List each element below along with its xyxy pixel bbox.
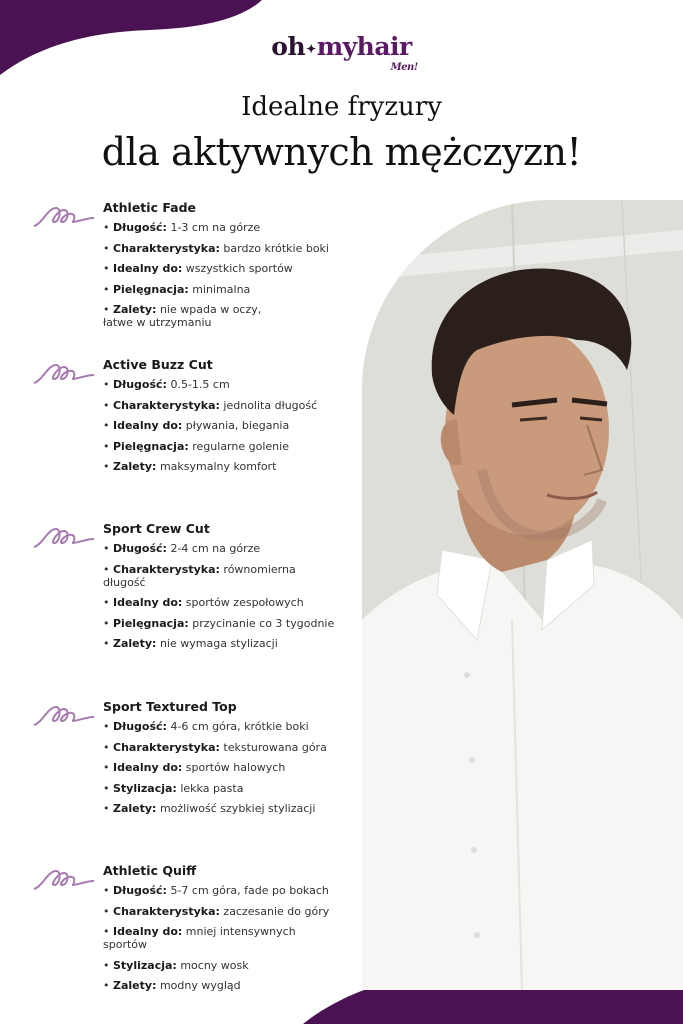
purple-swirl-icon [32,865,96,893]
list-item: • Charakterystyka: bardzo krótkie boki [103,241,329,255]
item-key: Stylizacja: [113,781,177,795]
item-key: Długość: [113,221,167,234]
section-items [103,720,363,823]
item-value: nie wpada w oczy, łatwe w utrzymaniu [103,303,262,329]
list-item: • Charakterystyka: jednolita długość [103,398,318,412]
section-title: Sport Textured Top [103,699,237,714]
list-item: • Pielęgnacja: przycinanie co 3 tygodnie [103,616,335,630]
section-items [103,884,363,1000]
item-key: Zalety: [113,802,157,815]
item-key: Pielęgnacja: [113,439,189,453]
item-key: Charakterystyka: [113,398,220,412]
section-items [103,221,363,337]
item-value: mocny wosk [176,958,249,972]
section-title: Athletic Fade [103,200,196,215]
page-title-line1: Idealne fryzury [241,92,442,122]
item-key: Zalety: [113,637,157,650]
item-key: Idealny do: [113,419,183,432]
item-key: Idealny do: [113,761,183,774]
item-key: Stylizacja: [113,958,177,972]
item-value: mniej intensywnych sportów [103,925,296,951]
item-key: Pielęgnacja: [113,282,189,296]
logo-star-icon: ✦ [306,41,316,56]
section-title: Athletic Quiff [103,863,197,878]
logo-oh: oh [271,32,306,61]
list-item: • Charakterystyka: równomierna długość [103,562,296,589]
item-value: równomierna długość [103,562,296,589]
item-value: 2-4 cm na górze [166,542,261,555]
item-value: 0.5-1.5 cm [166,378,230,391]
list-item: • Zalety: nie wpada w oczy, łatwe w utrzymaniu [103,303,262,329]
item-key: Pielęgnacja: [113,616,189,630]
item-value: bardzo krótkie boki [219,241,329,255]
item-value: 4-6 cm góra, krótkie boki [166,720,309,733]
purple-swirl-icon [32,523,96,551]
hero-photo [362,200,683,990]
item-value: maksymalny komfort [156,460,277,473]
item-value: modny wygląd [156,979,241,992]
logo-myhair: myhair [316,32,412,61]
list-item: • Idealny do: mniej intensywnych sportów [103,925,296,951]
list-item: • Stylizacja: lekka pasta [103,781,244,795]
item-key: Długość: [113,378,167,391]
item-key: Długość: [113,884,167,897]
purple-swirl-icon [32,359,96,387]
purple-swirl-icon [32,701,96,729]
section-items [103,542,363,658]
item-key: Długość: [113,720,167,733]
list-item: • Zalety: nie wymaga stylizacji [103,637,278,650]
item-value: sportów halowych [182,761,286,774]
item-value: 1-3 cm na górze [166,221,261,234]
item-value: jednolita długość [219,398,318,412]
item-value: nie wymaga stylizacji [156,637,278,650]
section-items [103,378,363,481]
list-item: • Długość: 1-3 cm na górze [103,221,261,234]
item-key: Długość: [113,542,167,555]
item-value: możliwość szybkiej stylizacji [156,802,316,815]
logo-men: Men! [390,62,418,73]
item-value: przycinanie co 3 tygodnie [188,616,335,630]
item-value: regularne golenie [188,439,289,453]
item-key: Charakterystyka: [113,904,220,918]
item-key: Idealny do: [113,925,183,938]
item-key: Zalety: [113,460,157,473]
item-key: Idealny do: [113,262,183,275]
list-item: • Idealny do: pływania, biegania [103,419,290,432]
item-value: 5-7 cm góra, fade po bokach [166,884,329,897]
list-item: • Długość: 4-6 cm góra, krótkie boki [103,720,309,733]
item-value: lekka pasta [176,781,244,795]
brand-logo [0,32,683,73]
item-key: Zalety: [113,979,157,992]
list-item: • Pielęgnacja: regularne golenie [103,439,289,453]
list-item: • Zalety: maksymalny komfort [103,460,277,473]
item-value: minimalna [188,282,251,296]
section-title: Sport Crew Cut [103,521,210,536]
item-value: pływania, biegania [182,419,290,432]
item-key: Idealny do: [113,596,183,609]
list-item: • Idealny do: sportów zespołowych [103,596,304,609]
item-value: teksturowana góra [219,740,327,754]
list-item: • Idealny do: wszystkich sportów [103,262,293,275]
item-key: Charakterystyka: [113,562,220,576]
list-item: • Długość: 0.5-1.5 cm [103,378,230,391]
list-item: • Idealny do: sportów halowych [103,761,286,774]
list-item: • Długość: 5-7 cm góra, fade po bokach [103,884,329,897]
list-item: • Długość: 2-4 cm na górze [103,542,261,555]
list-item: • Charakterystyka: zaczesanie do góry [103,904,330,918]
list-item: • Zalety: możliwość szybkiej stylizacji [103,802,316,815]
item-key: Zalety: [113,303,157,316]
item-key: Charakterystyka: [113,740,220,754]
section-title: Active Buzz Cut [103,357,213,372]
item-value: sportów zespołowych [182,596,304,609]
list-item: • Zalety: modny wygląd [103,979,241,992]
item-value: wszystkich sportów [182,262,293,275]
list-item: • Pielęgnacja: minimalna [103,282,251,296]
page-title-line2: dla aktywnych mężczyzn! [101,130,582,174]
list-item: • Charakterystyka: teksturowana góra [103,740,327,754]
item-key: Charakterystyka: [113,241,220,255]
list-item: • Stylizacja: mocny wosk [103,958,249,972]
item-value: zaczesanie do góry [219,904,330,918]
purple-swirl-icon [32,202,96,230]
